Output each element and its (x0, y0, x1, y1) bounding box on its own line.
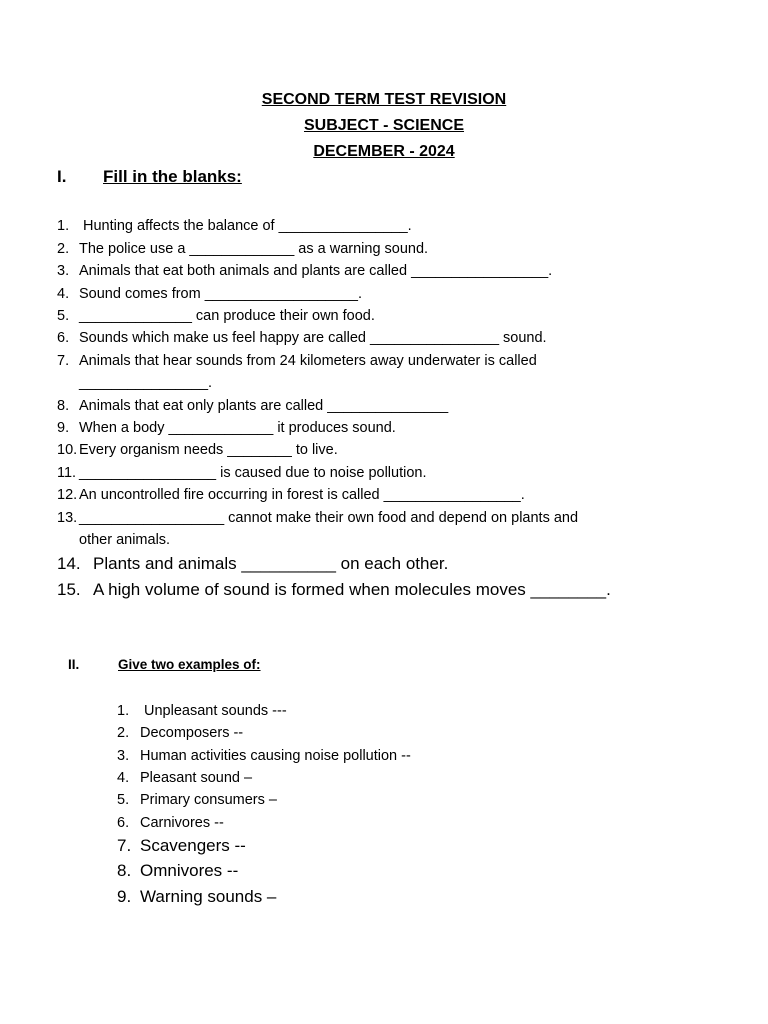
section-2-number: II. (68, 657, 80, 672)
test-title: SECOND TERM TEST REVISION (261, 91, 507, 108)
example-item: 4. Pleasant sound – (117, 770, 253, 786)
example-item: 5. Primary consumers – (117, 792, 277, 808)
example-item: 6. Carnivores -- (117, 815, 224, 831)
section-1-number: I. (57, 167, 67, 186)
question-item: 5. ______________ can produce their own food. (57, 308, 375, 324)
example-item: 1. Unpleasant sounds --- (117, 703, 287, 719)
question-item: 13. __________________ cannot make their own food and depend on plants and (57, 510, 579, 526)
question-item: 8. Animals that eat only plants are called _______________ (57, 398, 449, 414)
question-item: 1. Hunting affects the balance of ________________. (57, 218, 412, 234)
example-item: 7. Scavengers -- (117, 836, 246, 855)
example-item: 3. Human activities causing noise pollution -- (117, 748, 411, 764)
date-line: DECEMBER - 2024 (313, 143, 455, 160)
question-item: 9. When a body _____________ it produces sound. (57, 420, 396, 436)
section-1-title: Fill in the blanks: (103, 167, 242, 186)
question-item-continuation: other animals. (79, 532, 171, 548)
question-item: 3. Animals that eat both animals and plants are called _________________. (57, 263, 553, 279)
question-item: 14. Plants and animals __________ on each other. (57, 554, 449, 573)
question-item: 4. Sound comes from ___________________. (57, 286, 362, 302)
question-item-continuation: ________________. (79, 375, 213, 391)
example-item: 8. Omnivores -- (117, 861, 239, 880)
section-2-title: Give two examples of: (118, 657, 261, 672)
question-item: 12. An uncontrolled fire occurring in forest is called _________________. (57, 487, 525, 503)
subject-line: SUBJECT - SCIENCE (303, 117, 465, 134)
question-item: 6. Sounds which make us feel happy are called ________________ sound. (57, 330, 547, 346)
question-item: 11. _________________ is caused due to noise pollution. (57, 465, 427, 481)
example-item: 2. Decomposers -- (117, 725, 244, 741)
example-item: 9. Warning sounds – (117, 887, 277, 906)
question-item: 2. The police use a _____________ as a warning sound. (57, 241, 429, 257)
question-item: 15. A high volume of sound is formed when molecules moves ________. (57, 580, 611, 599)
question-item: 7. Animals that hear sounds from 24 kilometers away underwater is called (57, 353, 537, 369)
question-item: 10. Every organism needs ________ to live. (57, 442, 338, 458)
